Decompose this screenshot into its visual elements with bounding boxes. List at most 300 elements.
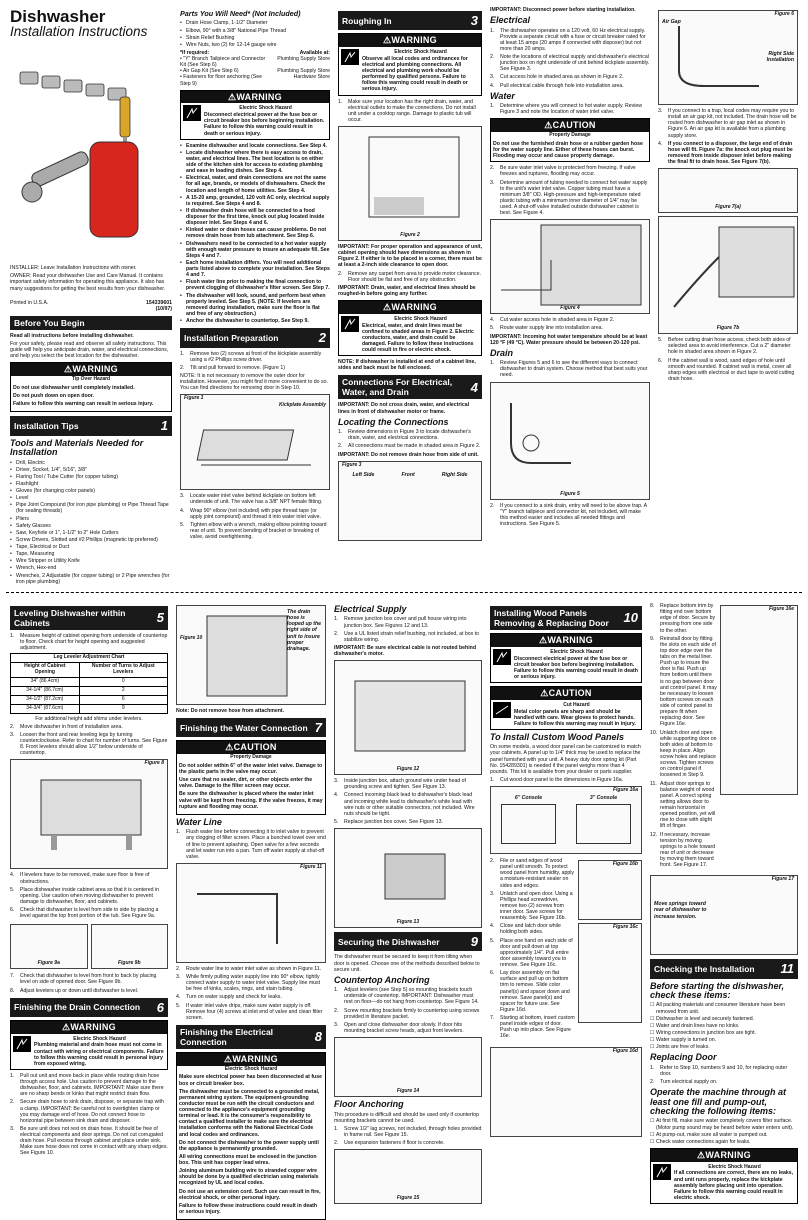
step: 11. Adjust door springs to balance weight of wood panel. A correct spring setting allows door to remain horizontal in opened position, yet will rise to close with slight lift of finger.: [650, 780, 716, 830]
step: 6. If the cabinet wall is wood, sand edges of hole until smooth and rounded. If cabinet wall is metal, cover all sharp edges with electrical or duct tape to avoid cutting drain hose.: [658, 357, 795, 382]
step: 3. Unlatch and open door. Using a Phillips head screwdriver, remove two (2) screws from inner door. Save screws for reassembly. See Figure 16b.: [490, 890, 573, 922]
step: 4. If levelers have to be removed, make sure floor is free of obstructions.: [10, 872, 150, 885]
drain-steps: [490, 360, 650, 378]
shock-hazard-icon: [493, 649, 511, 665]
tips-heading: Installation Tips 1: [10, 416, 172, 435]
caution-text: Metal color panels are sharp and should be handled with care. Wear gloves to protect hands. Failure to follow this warning may result in injury.: [514, 708, 636, 727]
figure-14: Figure 14: [334, 1037, 482, 1097]
step: 2. Use expansion fasteners if floor is concrete.: [334, 1140, 445, 1147]
check-item: • The dishwasher will look, sound, and perform best when properly leveled. See Step 5. (NOTE: If levelers are removed during installation, make sure the floor is flat and free of any obstruction.): [180, 293, 330, 318]
top-half: [6, 5, 802, 590]
warning-text: [177, 1072, 325, 1219]
warning-para: Do not use an extension cord. Such use can result in fire, electrical shock, or other personal injury.: [179, 1188, 321, 1201]
drain-fin-steps: [10, 1073, 168, 1157]
step: 2. If you connect to a sink drain, entry will need to be above trap. A "Y" branch tailpiece and connector kit, not included, will make this method easier and includes all needed fittings and instructions. See Figure 5.: [490, 502, 647, 527]
check-item: • Anchor the dishwasher to countertop. See Step 9.: [180, 318, 330, 324]
warning-banner: ⚠WARNING: [491, 634, 641, 647]
checking-list: [650, 1002, 798, 1050]
caution-text: Do not solder within 6" of the water inlet valve. Damage to the plastic parts in the valve may occur.: [179, 762, 323, 776]
tool-item: • Pipe Joint Compound (for iron pipe plumbing) or Pipe Thread Tape (for sealing threads): [10, 502, 172, 514]
step: 2. Tilt and pull forward to remove. (Figure 1): [180, 364, 285, 371]
step: 4. Pull electrical cable through hole into installation area.: [490, 82, 624, 89]
water-line-sub: Water Line: [176, 816, 222, 827]
owner-note: OWNER: Read your dishwasher Use and Care Manual. It contains important safety information for operating this appliance. It also has many suggestions for getting the best results from your dishwasher.: [10, 273, 166, 292]
tool-item: • Flashlight: [10, 481, 172, 487]
figure-16e: Figure 16e: [720, 605, 798, 795]
shock-hazard-icon: [653, 1164, 671, 1180]
elec-imp: IMPORTANT: Disconnect power before starting installation.: [490, 7, 636, 13]
floor-sub: Floor Anchoring: [334, 1099, 404, 1110]
step: 1. Remove two (2) screws at front of the kickplate assembly using a #2 Phillips screw driver.: [180, 350, 322, 363]
step: 1. Review dimensions in Figure 3 to locate dishwasher's drain, water, and electrical connections.: [338, 429, 471, 442]
warning-banner: ⚠WARNING: [651, 1149, 797, 1162]
warning-text: Observe all local codes and ordinances for electrical and plumbing connections. All electrical and plumbing work should be performed by qualified persons. Failure to follow this warning could result in death or serious injury.: [362, 55, 468, 93]
figure-2: Figure 2: [338, 126, 482, 241]
step: 2. Screw mounting brackets firmly to countertop using screws provided in literature packet.: [334, 1007, 480, 1020]
level-steps-2: [10, 724, 168, 757]
req-source: Plumbing Supply Store: [277, 56, 330, 63]
rough-note: NOTE: If dishwasher is installed at end of a cabinet line, sides and back must be full enclosed.: [338, 359, 476, 372]
step: 7. Starting at bottom, insert custom panel inside edges of door. Push up into place. See Figure 16e.: [490, 1015, 575, 1040]
col-b3: [330, 600, 486, 1202]
warning-para: The dishwasher must be connected to a grounded metal, permanent wiring system. The equipment-grounding conductor must be run with the circuit conductors and connected to the appliance's equipment grounding terminal or lead. It is the consumer's responsibility to contact a qualified installer to make sure the electrical installation conforms with the National Electrical Code and local codes and ordinances.: [179, 1088, 320, 1138]
part-item: • Drain Hose Clamp, 1-1/2" Diameter: [180, 20, 330, 26]
req-part: • Air Gap Kit (See Step 6): [180, 68, 239, 75]
conn-sub: Locating the Connections: [338, 416, 449, 427]
step: 5. Place dishwasher inside cabinet area so that it is centered in opening. Use caution when moving dishwasher to prevent damage to dishwasher, floor, and cabinets.: [10, 886, 159, 905]
warning-head: Electric Shock Hazard: [73, 1035, 126, 1042]
before-title: Before You Begin: [14, 317, 85, 328]
electrical-sub: Electrical: [490, 15, 531, 26]
elec-fin-warning: [176, 1052, 326, 1220]
drain-steps-4: [658, 337, 798, 382]
step: 8. Replace bottom trim by fitting end over bottom edge of door. Secure by pressing from one side to the other.: [650, 603, 716, 634]
step: 3. Locate water inlet valve behind kickplate on bottom left underside of unit. The valve has a 3/8" NPT female fitting.: [180, 493, 323, 506]
warning-para: Do not connect the dishwasher to the power supply until the appliance is permanently grounded.: [179, 1139, 319, 1152]
tool-item: • Pliers: [10, 516, 172, 522]
figure-16a: Figure 16a 6" Console 3" Console: [490, 786, 642, 854]
water-caution: [490, 118, 650, 162]
step: 3. Loosen the front and rear leveling legs by turning counterclockwise. Refer to chart for number of turns. See Figure 8. Front levelers should allow 1/2" below underside of countertop.: [10, 731, 168, 757]
warning-banner: ⚠WARNING: [177, 1053, 325, 1066]
installer-note: INSTALLER: Leave Installation Instructions with owner.: [10, 265, 137, 272]
warning-para: Joining aluminum building wire to stranded copper wire should be done by a qualified electrician using materials recognized by UL and local codes.: [179, 1168, 319, 1187]
step: 2. Remove any carpet from area to provide motor clearance. Floor should be flat and free of any obstruction.: [338, 270, 481, 283]
step: 5. Replace junction box cover. See Figure 13.: [334, 818, 443, 825]
tool-item: • Safety Glasses: [10, 523, 172, 529]
warning-line: Do not use dishwasher until completely installed.: [13, 384, 135, 391]
step: 1. Pull out unit and move back in place while routing drain hose through access hole. Use caution to prevent damage to the dishwasher, floor, and cabinets. IMPORTANT: Make sure there are no sharp bends or kinks that might restrict drain flow.: [10, 1072, 164, 1098]
step: 2. Turn electrical supply on.: [650, 1079, 718, 1086]
check-item: ☐ At first fill, make sure water completely covers filter surface. (Motor pump sound may be heard before water enters unit).: [650, 1118, 798, 1130]
step: 3. Be sure unit does not rest on drain hose. It should be free of electrical components and door springs. Do not cut corrugated drain hose. Pull excess through cabinet and place under sink. Make sure hose does not come in contact with any sharp edges. See Figure 10.: [10, 1125, 168, 1157]
rough-steps: [338, 99, 482, 124]
step: 1. Make sure your location has the right drain, water, and electrical outlets to make the connections. Do not install unit under a cooktop range. Damage to plastic tub will occur.: [338, 98, 476, 123]
figure-7b: Figure 7b: [658, 216, 798, 334]
step: 2. Use a UL listed strain relief bushing, not included, at box to stabilize wiring.: [334, 630, 480, 643]
panels-steps-row: [490, 857, 642, 1044]
warning-text: Plumbing material and drain hose must not come in contact with wiring or electrical components. Failure to follow this warning could result in personal injury from exposed wiring.: [34, 1042, 164, 1067]
supply-imp: IMPORTANT: Be sure electrical cable is not routed behind dishwasher's motor.: [334, 644, 477, 658]
check-item: • If dishwasher drain hose will be connected to a food disposer for the first time, knock out plug located inside disposer inlet. See Steps 4 and 6.: [180, 208, 330, 226]
req-row: [180, 74, 330, 86]
check-item: ☐ Check water connections again for leaks.: [650, 1139, 798, 1145]
caution-text: Do not use the furnished drain hose or a rubber garden hose for the water supply line. Either of these hoses can burst. Flooding may occur and cause property damage.: [493, 140, 643, 160]
replace-row: [650, 602, 798, 872]
step: 2. Route water line to water inlet valve as shown in Figure 11.: [176, 965, 322, 972]
step: 8. Adjust levelers up or down until dishwasher is level.: [10, 987, 139, 994]
step: 3. While firmly pulling water supply line into 90° elbow, tightly connect water supply to water inlet valve. Supply line must be free of kinks, scales, rings, and stain tubing.: [176, 974, 321, 993]
step: 5. Place one hand on each side of door and pull down at top approximately 1/4". Pull entire door assembly toward you to remove. See Figure 16c.: [490, 937, 573, 969]
before-p2: For your safety, please read and observe all safety instructions. This guide will help you anticipate drain, water, and electrical connections, and help you select the best location for the dishwasher.: [10, 341, 169, 360]
figure-4: Figure 4: [490, 219, 650, 314]
secure-heading: Securing the Dishwasher 9: [334, 932, 482, 951]
step: 7. Check that dishwasher is level from front to back by placing level on side of opened door. See Figure 9b.: [10, 973, 157, 986]
figure-9a: Figure 9a: [10, 924, 88, 969]
step: 5. Tighten elbow with a wrench, making elbow pointing toward rear of unit. To prevent bending of bracket or breaking of valve, avoid overtightening.: [180, 521, 327, 541]
warning-head: Electric Shock Hazard: [394, 48, 447, 55]
check-item: • Kinked water or drain hoses can cause problems. Do not remove drain hose from tub attachment. See Step 6.: [180, 227, 330, 239]
col-3: [334, 5, 486, 590]
level-steps-3: [10, 872, 168, 919]
tool-item: • Gloves (for changing color panels): [10, 488, 172, 494]
warning-text: Electrical, water, and drain lines must be confined to shaded areas in Figure 2. Electric conductors, water, and drain could be damaged. Failure to follow these instructions could result in fire or electric shock.: [362, 322, 474, 354]
tips-sub: Tools and Materials Needed for Installation: [10, 437, 144, 458]
parts-list: [180, 20, 330, 48]
panels-steps-2: [490, 858, 575, 1042]
caution-head: Cut Hazard: [563, 701, 590, 708]
step: 2. File or sand edges of wood panel until smooth. To protect wood panel from humidity, apply a moisture-resistant sealer on sides and edges.: [490, 858, 575, 889]
step: 6. Lay door assembly on flat surface and pull up on bottom trim to remove. Slide color panel(s) and spacer down and remove. Save panel(s) and spacer for future use. See Figure 16d.: [490, 970, 570, 1013]
panels-steps: [490, 777, 642, 783]
step: 5. Route water supply line into installation area.: [490, 325, 603, 332]
warning-para: All wiring connections must be enclosed in the junction box. This unit has copper lead wires.: [179, 1153, 317, 1167]
col-b2: [172, 600, 330, 1215]
rough-heading: Roughing In 3: [338, 11, 482, 30]
step: 2. Move dishwasher in front of installation area.: [10, 723, 123, 730]
secure-p: The dishwasher must be secured to keep it from tilting when door is opened. Choose one of the methods described below to secure unit.: [334, 954, 480, 973]
replacing-door-sub: Replacing Door: [650, 1052, 717, 1063]
level-steps-4: [10, 973, 168, 993]
check-item: ☐ All packing materials and consumer literature have been removed from unit.: [650, 1002, 798, 1014]
countertop-sub: Countertop Anchoring: [334, 974, 430, 985]
warning-line: Failure to follow this warning can result in serious injury.: [13, 401, 154, 408]
step: 4. Close and latch door while holding both sides.: [490, 923, 561, 936]
panels-p: On some models, a wood door panel can be customized to match your cabinets. A panel up to 1/4" thick may be used to replace the panel furnished with your unit. A heavy duty door spring kit (Part No. 154289301) is needed if the panel weighs more than 4 pounds. This kit is available from your dealer or parts supplier.: [490, 744, 641, 775]
warning-para: Make sure electrical power has been disconnected at fuse box or circuit breaker box.: [179, 1074, 322, 1087]
checking-heading: Checking the Installation 11: [650, 959, 798, 978]
drain-steps-3: [658, 108, 798, 165]
step: 1. Determine where you will connect to hot water supply. Review Figure 3 and note the location of water inlet valve.: [490, 103, 643, 116]
operate-sub: Operate the machine through at least one fill and pump-out, checking the following items:: [650, 1087, 787, 1117]
step: 3. Open and close dishwasher door slowly. If door hits mounting bracket screw heads, adjust front levelers.: [334, 1021, 464, 1034]
water-steps-2: [490, 165, 650, 216]
drain-sub: Drain: [490, 347, 514, 358]
warning-banner: ⚠WARNING: [11, 363, 171, 376]
supply-heading: Electrical Supply: [334, 604, 407, 614]
step: 1. Measure height of cabinet opening from underside of countertop to floor. Check chart for height opening and suggested adjustment.: [10, 633, 168, 652]
before-p1: Read all instructions before installing dishwasher.: [10, 332, 134, 339]
step: 1. The dishwasher operates on a 120 volt, 60 Hz electrical supply. Provide a separate circuit with a fuse or circuit breaker rated for at least 15 amps (20 amps if connected with disposer) but not more than 20 amps.: [490, 27, 646, 52]
req-part: • "Y" Branch Tailpiece and Connector Kit (See Step 6): [180, 56, 266, 69]
floor-steps: [334, 1126, 482, 1146]
parts-heading: Parts You Will Need* (Not Included): [180, 9, 301, 18]
tools-list: [10, 460, 172, 585]
figure-9b: Figure 9b: [91, 924, 169, 969]
panels-caution: [490, 686, 642, 730]
prep-steps-2: [180, 493, 330, 540]
req-header: *If required: Available at:: [180, 49, 330, 56]
figure-13: Figure 13: [334, 828, 482, 928]
caution-banner: ⚠CAUTION: [177, 741, 325, 754]
warning-head: Electric Shock Hazard: [708, 1163, 761, 1170]
warning-banner: ⚠WARNING: [181, 91, 329, 104]
step: 10. Unlatch door and open while supporting door on both sides at bottom to keep in place. Align screw holes and replace screws. Tighten screws on control panel if loosened in Step 9.: [650, 729, 717, 779]
print-info: [10, 300, 172, 312]
figure-3: Figure 3 Left Side Front Right Side: [338, 461, 482, 541]
step: 1. Cut wood door panel to the dimensions in Figure 16a.: [490, 776, 624, 783]
rough-warning-2: [338, 300, 482, 356]
col-1: [6, 5, 176, 590]
cut-hazard-icon: [493, 702, 511, 718]
step: 5. If water inlet valve drips, make sure water supply is off. Remove four (4) screws at inlet end of valve and clean filter screen.: [176, 1002, 323, 1021]
req-list: [180, 56, 330, 87]
step: 6. Check that dishwasher is level from side to side by placing a level against the top front portion of the tub. See Figure 9a.: [10, 907, 159, 920]
warning-head: Electric Shock Hazard: [224, 1065, 278, 1072]
warning-banner: ⚠WARNING: [339, 301, 481, 314]
step: 4. Wrap 90° elbow (not included) with pipe thread tape (or apply joint compound) and thread it into water inlet valve.: [180, 507, 321, 520]
warning-banner: ⚠WARNING: [339, 34, 481, 47]
warning-text: Disconnect electrical power at the fuse box or circuit breaker box before beginning installation. Failure to follow this warning could result in death or serious injury.: [204, 112, 325, 137]
tools-illustration: [10, 42, 172, 262]
conn-imp: IMPORTANT: Do not cross drain, water, and electrical lines in front of dishwasher motor or frame.: [338, 402, 470, 415]
electrical-steps: [490, 28, 650, 89]
step: 2. Be sure water inlet valve is protected from freezing. If valve freezes and ruptures, flooding may occur.: [490, 165, 636, 178]
figure-7a: Figure 7(a): [658, 168, 798, 213]
drain-steps-2: [490, 503, 650, 528]
shock-hazard-icon: [341, 49, 359, 65]
tool-item: • Wire Stripper or Utility Knife: [10, 558, 172, 564]
panels-figs: [578, 857, 642, 1044]
step: 3. Inside junction box, attach ground wire under head of grounding screw and tighten. See Figure 13.: [334, 778, 466, 791]
water-steps: [490, 103, 650, 115]
shock-hazard-icon: [341, 316, 359, 332]
rough-imp: IMPORTANT: For proper operation and appearance of unit, cabinet opening should have dimensions as shown in Figure 2. If either is to be placed in a corner, there must be at least a 2-inch side clearance to open door.: [338, 244, 483, 269]
rough-steps-2: [338, 271, 482, 283]
before-heading: [10, 316, 172, 330]
check-item: ☐ Water supply is turned on.: [650, 1037, 798, 1043]
step: 1. Review Figures 5 and 6 to see the different ways to connect dishwasher to drain system. Choose method that best suits your need.: [490, 360, 648, 379]
warning-text: If all connections are correct, there are no leaks, and unit runs properly, replace the kickplate assembly before placing unit into operation. Failure to follow this warning could result in electric shock.: [674, 1170, 794, 1201]
check-item: • Locate dishwasher where there is easy access to drain, water, and electrical lines. The best location is on either side of the kitchen sink for access to existing plumbing and ease in loading dishes. See Step 4.: [180, 150, 330, 175]
tool-item: • Tape, Electrical or Duct: [10, 544, 172, 550]
floor-p: This procedure is difficult and should be used only if countertop mounting brackets cannot be used.: [334, 1111, 479, 1124]
final-warning: [650, 1148, 798, 1204]
check-item: • Each home installation differs. You will need additional parts listed above to complete your installation. See Steps 4 and 7.: [180, 260, 330, 278]
supply-steps-2: [334, 778, 482, 825]
part-item: • Elbow, 90° with a 3/8" National Pipe Thread: [180, 28, 330, 34]
tool-item: • Wrenches, 2 Adjustable (for copper tubing) or 2 Pipe wrenches (for iron pipe plumbing): [10, 573, 172, 585]
tool-item: • Level: [10, 495, 172, 501]
step: 4. Connect incoming black lead to dishwasher's black lead and incoming white lead to dishwasher's white lead with wire nuts or other suitable connectors, not included. Wire nuts should be tight.: [334, 792, 475, 817]
elec-warning: [180, 90, 330, 140]
table-note: For additional height add shims under levelers.: [35, 715, 143, 722]
caution-banner: ⚠CAUTION: [491, 119, 649, 132]
check-item: ☐ At pump-out, make sure all water is pumped out.: [650, 1132, 798, 1138]
step: 9. Reinstall door by fitting the slots on each side of top door edge over the tabs on the metal liner. Push up to insure the door is flat. Push up from bottom until there is no gap between door and control panel. It may be necessary to loosen bottom screws on each side of control panel to prepare fit when replacing door. See Figure 16e.: [650, 635, 717, 728]
caution-head: Property Damage: [230, 754, 272, 761]
col-b4: [486, 600, 646, 1185]
figure-12: Figure 12: [334, 660, 482, 775]
check-item: • Examine dishwasher and locate connections. See Step 4.: [180, 143, 330, 149]
figure-16c: Figure 16c: [578, 923, 642, 1023]
operate-list: [650, 1118, 798, 1145]
warning-head: Electric Shock Hazard: [239, 105, 292, 112]
tool-item: • Saw, Keyhole or 1", 1-1/2" to 2" Hole Cutters: [10, 530, 172, 536]
checks-list: [180, 143, 330, 325]
rough-warning: [338, 33, 482, 95]
caution-banner: ⚠CAUTION: [491, 687, 641, 700]
check-item: • Electrical, water, and drain connections are not the same for all age, brands, or models of dishwashers. Check the location and length of home utilities. See Step 4.: [180, 175, 330, 193]
water-sub: Water: [490, 90, 515, 101]
figure-1: Figure 1 Kickplate Assembly: [180, 394, 330, 490]
figure-16d: Figure 16d: [490, 1047, 642, 1137]
water-imp: IMPORTANT: Incoming hot water temperature should be at least 120 °F (49 °C). Water pressure should be between 20-120 psi.: [490, 333, 648, 346]
step: 5. Before cutting drain hose access, check both sides of selected area to avoid interference. Cut a 2" diameter hole in shaded area shown in Figure 2.: [658, 337, 791, 356]
step: 3. Cut access hole in shaded area as shown in Figure 2.: [490, 74, 624, 81]
tool-item: • Driver, Socket, 1/4", 5/16", 3/8": [10, 467, 172, 473]
warning-head: Tip Over Hazard: [71, 376, 111, 383]
step: 1. Remove junction box cover and pull house wiring into junction box. See Figures 12 and 13.: [334, 616, 467, 629]
step: 2. Note the locations of electrical supply and dishwasher's electrical junction box on right underside of unit behind kickplate assembly. See Figure 3.: [490, 54, 650, 73]
tool-item: • Wrench, Hex-end: [10, 565, 172, 571]
step: 1. Flush water line before connecting it to inlet valve to prevent any clogging of filter screen. Place a bunched towel over end of line to prevent splashing. Open valve for a few seconds and let water run into a pan. Turn off water supply at shut-off valve.: [176, 829, 326, 860]
step: 2. All connections must be made in shaded area in Figure 2.: [338, 443, 481, 450]
warning-line: Do not push down on open door.: [13, 393, 94, 400]
drain-warning: [10, 1020, 168, 1070]
water-line-steps-2: [176, 966, 326, 1021]
prep-steps: [180, 351, 330, 371]
step: 4. Turn on water supply and check for leaks.: [176, 994, 282, 1001]
step: 4. If you connect to a disposer, the large end of drain hose will fit. Figure 7a: the knock out plug must be removed from inside disposer inlet before making the final fit to drain hose. See Figure 7(b).: [658, 140, 793, 165]
col-4: [486, 5, 654, 590]
conn-heading: Connections For Electrical, Water, and Drain 4: [338, 375, 482, 399]
rough-imp2: IMPORTANT: Drain, water, and electrical lines should be roughed-in before going any further.: [338, 284, 476, 297]
check-item: ☐ Wiring connections in junction box are tight.: [650, 1030, 798, 1036]
figure-8: Figure 8: [10, 759, 168, 869]
conn-imp2: IMPORTANT: Do not remove drain hose from side of unit.: [338, 451, 479, 458]
warning-head: Electric Shock Hazard: [550, 648, 603, 655]
req-source: Hardware Store: [293, 74, 330, 81]
water-fin-caution: [176, 740, 326, 814]
secure-steps: [334, 987, 482, 1034]
warning-text: Disconnect electrical power at the fuse box or circuit breaker box before beginning installation. Failure to follow this warning could result in death or serious injury.: [514, 655, 638, 680]
printed-label: Printed in U.S.A.: [10, 299, 49, 306]
step: 12. If necessary, increase tension by moving springs to a hole toward rear of unit or decrease by moving them toward front. See Figure 17.: [650, 831, 716, 869]
step: 3. If you connect to a trap, local codes may require you to install an air gap kit, not included. The drain hose will be routed from dishwasher to air gap inlet as shown in Figure 6. An air gap kit is available from a plumbing supply store.: [658, 108, 797, 139]
fold-line: [6, 592, 802, 593]
figure-17: Figure 17 Move springs toward rear of dishwasher to increase tension.: [650, 875, 798, 955]
tip-warning: [10, 362, 172, 412]
checking-sub: Before starting the dishwasher, check these items:: [650, 980, 785, 1001]
warning-head: Electric Shock Hazard: [394, 315, 447, 322]
figure-16b: Figure 16b: [578, 860, 642, 920]
step: 1. Screw 1/2" lag screws, not included, through holes provided in frame rail. See Figure 15.: [334, 1125, 482, 1138]
req-source: Plumbing Supply Store: [277, 68, 330, 75]
step: 2. Secure drain hose to sink drain, disposer, or separate trap with a clamp. IMPORTANT: Be careful not to overtighten clamp or you may damage end of hose. Do not connect hose to horizontal pipe between sink drain and disposer.: [10, 1099, 164, 1124]
leveler-table: Leg Leveler Adjustment Chart Height of Cabinet Opening Number of Turns to Adjust Levelers 34" (86.4cm) 0 34-1/4" (86.7cm) 2 34-1/2" (87.2cm) 6 34-3/4" (87.6cm) 9: [10, 653, 168, 713]
replacing-steps: [650, 1065, 798, 1085]
panels-warning: [490, 633, 642, 683]
caution-text: Be sure the dishwasher is placed where the water inlet valve will be kept from freezing. If the valve freezes, it may rupture and flooding may occur.: [179, 791, 323, 810]
level-heading: Leveling Dishwasher within Cabinets 5: [10, 606, 168, 630]
level-steps: [10, 633, 168, 651]
drain-fin-heading: Finishing the Drain Connection 6: [10, 998, 168, 1017]
warning-para: Failure to follow these instructions could result in death or serious injury.: [179, 1202, 318, 1215]
check-item: ☐ Dishwasher is level and securely fastened.: [650, 1016, 798, 1022]
custom-panels-sub: To Install Custom Wood Panels: [490, 731, 625, 742]
caution-text: Use care that no sealer, dirt, or other objects enter the valve. Damage to the filter screen may occur.: [179, 777, 313, 790]
prep-note: NOTE: It is not necessary to remove the outer door for installation. However, you might find it more convenient to do so. You can find directions for removing door in Step 10.: [180, 372, 328, 392]
step: 1. Refer to Step 10, numbers 9 and 10, for replacing outer door.: [650, 1064, 788, 1077]
part-number: 154339601 (10/97): [146, 299, 172, 312]
figure-15: Figure 15: [334, 1149, 482, 1204]
check-item: • Flush water line prior to making the final connection to prevent clogging of dishwasher's filter screen. See Step 7.: [180, 279, 330, 291]
col-b1: [6, 600, 172, 1185]
col-b5: [646, 600, 802, 1201]
prep-heading: Installation Preparation 2: [180, 328, 330, 347]
tool-item: • Screw Drivers, Slotted and #2 Phillips (magnetic tip preferred): [10, 537, 172, 543]
figure-11: Figure 11: [176, 863, 326, 963]
supply-steps: [334, 616, 482, 643]
tool-item: • Flaring Tool / Tube Cutter (for copper tubing): [10, 474, 172, 480]
conn-steps: [338, 429, 482, 449]
shock-hazard-icon: [13, 1036, 31, 1052]
figure-10: Figure 10 The drain hose is looped up the right side of unit to insure proper drainage.: [176, 605, 326, 705]
step: 4. Cut water access hole in shaded area in Figure 2.: [490, 317, 615, 324]
water-steps-3: [490, 317, 650, 331]
water-note: Note: Do not remove hose from attachment.: [176, 708, 285, 714]
water-line-steps: [176, 829, 326, 860]
step: 1. Adjust levelers (see Step 5) so mounting brackets touch underside of countertop. IMPORTANT: Dishwasher must rest on floor—do not hang from countertop. See Figure 14.: [334, 987, 479, 1006]
part-item: • Strain Relief Bushing: [180, 35, 330, 41]
bottom-half: [6, 600, 802, 1215]
shock-hazard-icon: [183, 105, 201, 121]
figure-9-row: [10, 921, 168, 972]
part-item: • Wire Nuts, two (2) for 12-14 gauge wire: [180, 42, 330, 48]
req-part: • Fasteners for floor anchoring (See Step 9): [180, 74, 262, 87]
check-item: ☐ Joints are free of leaks.: [650, 1044, 798, 1050]
water-fin-heading: Finishing the Water Connection 7: [176, 718, 326, 737]
tool-item: • Drill, Electric: [10, 460, 172, 466]
replace-steps: [650, 603, 717, 870]
warning-banner: ⚠WARNING: [11, 1021, 167, 1034]
figure-6: Figure 6 Air Gap Right Side Installation: [658, 10, 798, 105]
check-item: ☐ Water and drain lines have no kinks.: [650, 1023, 798, 1029]
check-item: • Dishwashers need to be connected to a hot water supply with enough water pressure to insure an adequate fill. See Steps 4 and 7.: [180, 241, 330, 259]
page-title: Dishwasher: [10, 7, 106, 26]
step: 3. Determine amount of tubing needed to connect hot water supply to the unit's water inlet valve. Copper tubing must have a minimum 3/8" OD. High-pressure and high-temperature rated plastic tubing with a minimum inner diameter of 1/4" may be used. A shut-off valve installed outside dishwasher cabinet is best. See Figure 4.: [490, 179, 648, 217]
elec-fin-heading: Finishing the Electrical Connection 8: [176, 1025, 326, 1049]
col-5: [654, 5, 802, 590]
check-item: • A 15-20 amp, grounded, 120 volt AC only, electrical supply is required. See Steps 4 and 8.: [180, 195, 330, 207]
col-2: [176, 5, 334, 590]
tool-item: • Tape, Measuring: [10, 551, 172, 557]
req-row: [180, 56, 330, 68]
page-subtitle: Installation Instructions: [10, 24, 148, 39]
caution-head: Property Damage: [549, 131, 591, 138]
figure-5: Figure 5: [490, 382, 650, 500]
